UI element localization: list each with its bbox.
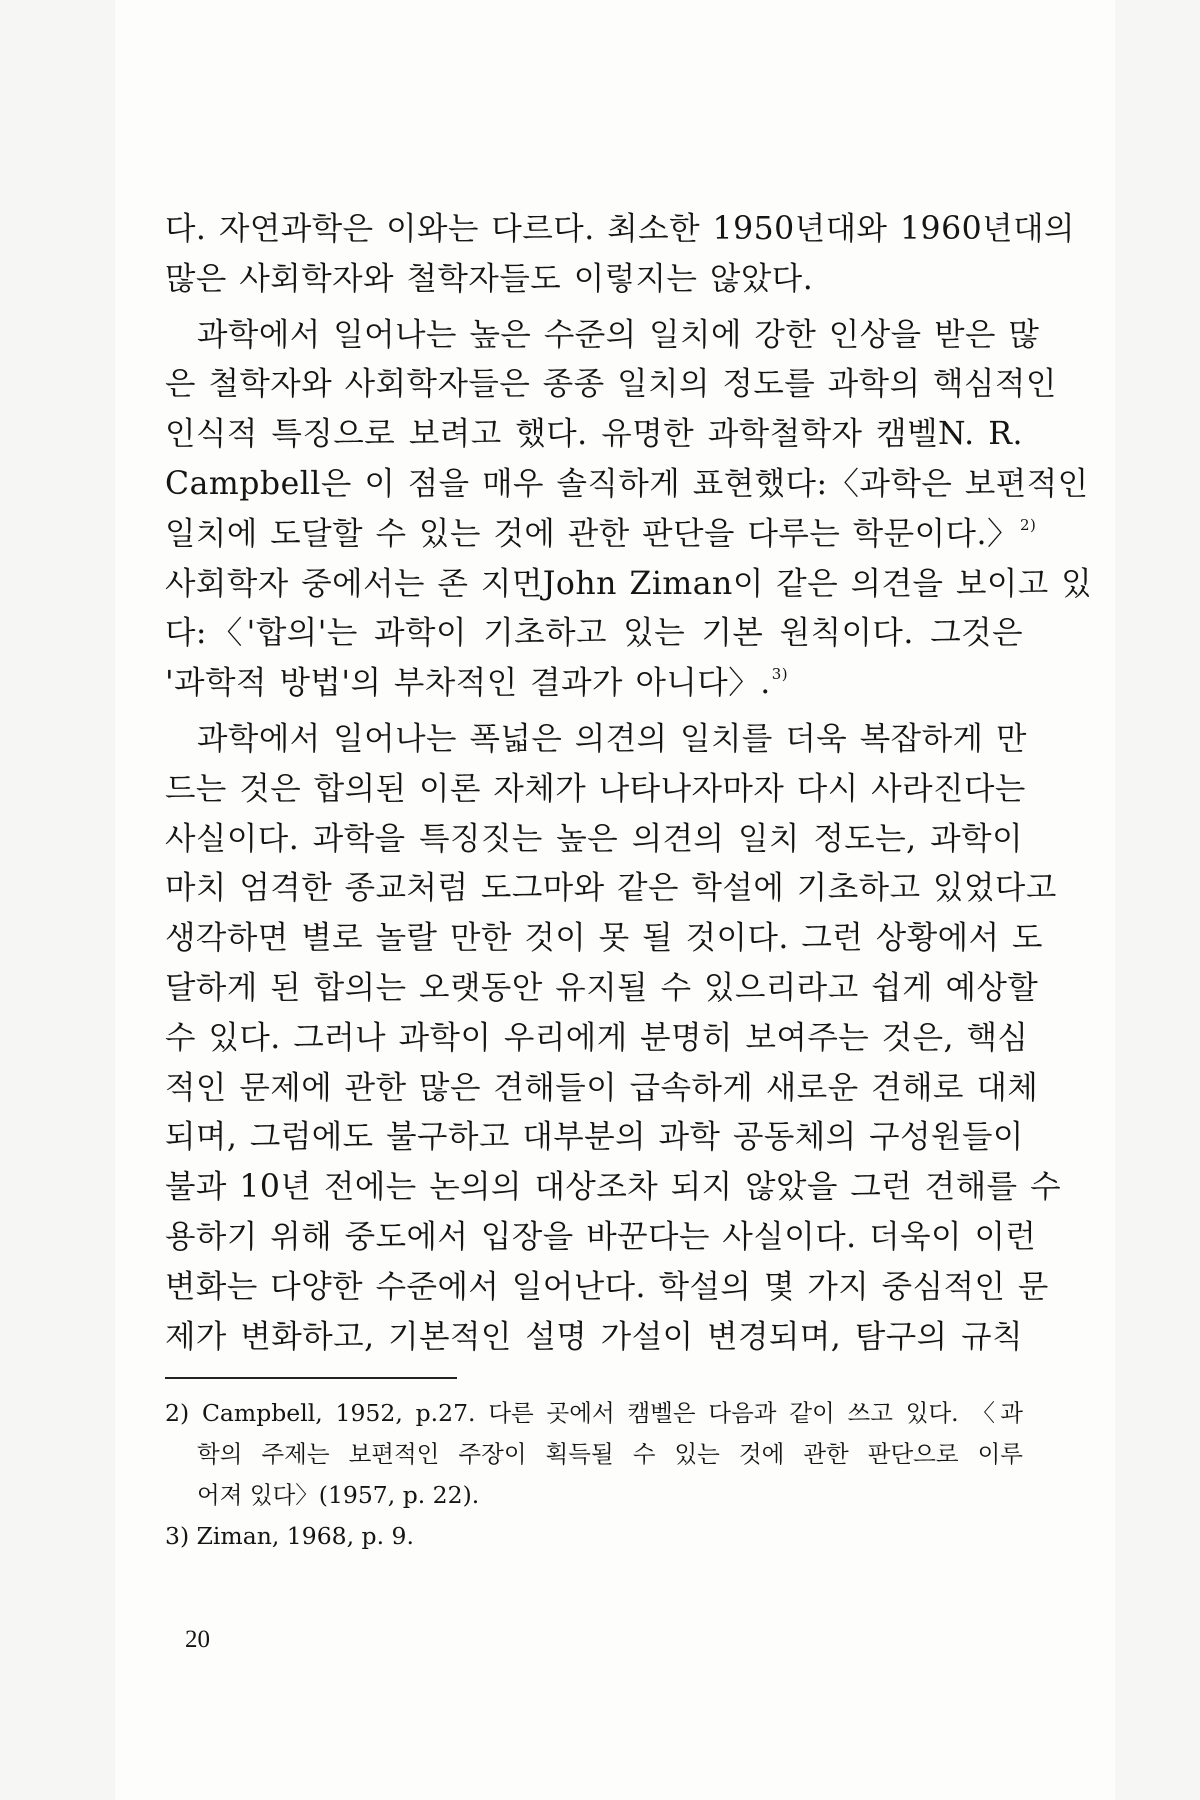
body-line <box>165 510 1037 560</box>
body-line <box>165 1014 1029 1064</box>
body-line-text: 달하게 된 합의는 오랫동안 유지될 수 있으리라고 쉽게 예상할 <box>165 969 1039 1006</box>
body-line-text: 다:〈'합의'는 과학이 기초하고 있는 기본 원칙이다. 그것은 <box>165 615 1023 652</box>
body-line <box>165 360 1057 410</box>
footnote-line: 2) Campbell, 1952, p.27. 다른 곳에서 캠벨은 다음과 같이 쓰고 있다. 〈과 <box>165 1399 1023 1427</box>
footnote-rule <box>165 1377 457 1379</box>
body-line-text: 과학에서 일어나는 높은 수준의 일치에 강한 인상을 받은 많 <box>197 316 1040 353</box>
footnotes <box>165 1393 1023 1557</box>
body-line-text: 일치에 도달할 수 있는 것에 관한 판단을 다루는 학문이다.〉 <box>165 515 1019 552</box>
body-line <box>165 864 1057 914</box>
body-line <box>165 964 1039 1014</box>
footnote-reference: 3) <box>771 665 789 684</box>
body-line <box>165 1213 1037 1263</box>
body-line-text: 적인 문제에 관한 많은 견해들이 급속하게 새로운 견해로 대체 <box>165 1069 1039 1106</box>
body-line-text: 생각하면 별로 놀랄 만한 것이 못 될 것이다. 그런 상황에서 도 <box>165 920 1043 957</box>
footnote-line: 3) Ziman, 1968, p. 9. <box>165 1522 414 1550</box>
body-text <box>165 205 1093 1362</box>
body-line-text: 사실이다. 과학을 특징짓는 높은 의견의 일치 정도는, 과학이 <box>165 820 1023 857</box>
body-line <box>165 1113 1023 1163</box>
body-line <box>165 410 1023 460</box>
body-line-text: 불과 10년 전에는 논의의 대상조차 되지 않았을 그런 견해를 수 <box>165 1169 1061 1206</box>
body-line-text: 수 있다. 그러나 과학이 우리에게 분명히 보여주는 것은, 핵심 <box>165 1019 1029 1056</box>
body-line-text: 다. 자연과학은 이와는 다르다. 최소한 1950년대와 1960년대의 <box>165 211 1075 247</box>
body-line <box>165 765 1026 815</box>
body-line-text: 과학에서 일어나는 폭넓은 의견의 일치를 더욱 복잡하게 만 <box>197 720 1027 757</box>
body-line <box>165 560 1093 610</box>
footnote <box>165 1516 1023 1557</box>
body-line-text: 용하기 위해 중도에서 입장을 바꾼다는 사실이다. 더욱이 이런 <box>165 1218 1037 1255</box>
body-line <box>165 659 1023 709</box>
body-line-text: 은 철학자와 사회학자들은 종종 일치의 정도를 과학의 핵심적인 <box>165 366 1057 403</box>
body-line <box>165 255 1023 305</box>
footnote-reference: 2) <box>1020 515 1037 534</box>
body-line <box>165 1064 1039 1114</box>
body-line <box>165 1263 1049 1313</box>
body-line-text: 제가 변화하고, 기본적인 설명 가설이 변경되며, 탐구의 규칙 <box>165 1318 1023 1355</box>
body-line-text: 변화는 다양한 수준에서 일어난다. 학설의 몇 가지 중심적인 문 <box>165 1268 1049 1305</box>
body-line <box>165 1163 1061 1213</box>
footnote-line: 어져 있다〉(1957, p. 22). <box>197 1481 480 1509</box>
body-line <box>165 205 1075 255</box>
body-line <box>165 609 1023 659</box>
body-line <box>165 715 1027 765</box>
footnote-line: 학의 주제는 보편적인 주장이 획득될 수 있는 것에 관한 판단으로 이루 <box>197 1440 1023 1468</box>
body-line-text: 마치 엄격한 종교처럼 도그마와 같은 학설에 기초하고 있었다고 <box>165 870 1057 907</box>
body-line <box>165 1313 1023 1363</box>
footnote <box>165 1393 1023 1516</box>
body-line <box>165 460 1089 510</box>
body-line-text: 사회학자 중에서는 존 지먼John Ziman이 같은 의견을 보이고 있 <box>165 565 1093 602</box>
body-line-text: 드는 것은 합의된 이론 자체가 나타나자마자 다시 사라진다는 <box>165 770 1026 807</box>
body-line <box>165 311 1040 361</box>
page-number: 20 <box>185 1626 210 1653</box>
body-line-text: Campbell은 이 점을 매우 솔직하게 표현했다:〈과학은 보편적인 <box>165 465 1089 502</box>
body-line <box>165 815 1023 865</box>
body-line-text: 많은 사회학자와 철학자들도 이렇지는 않았다. <box>165 260 814 297</box>
body-line-text: 되며, 그럼에도 불구하고 대부분의 과학 공동체의 구성원들이 <box>165 1119 1024 1156</box>
body-line <box>165 914 1043 964</box>
body-line-text: 인식적 특징으로 보려고 했다. 유명한 과학철학자 캠벨N. R. <box>165 416 1023 453</box>
body-line-text: '과학적 방법'의 부차적인 결과가 아니다〉. <box>165 665 771 702</box>
